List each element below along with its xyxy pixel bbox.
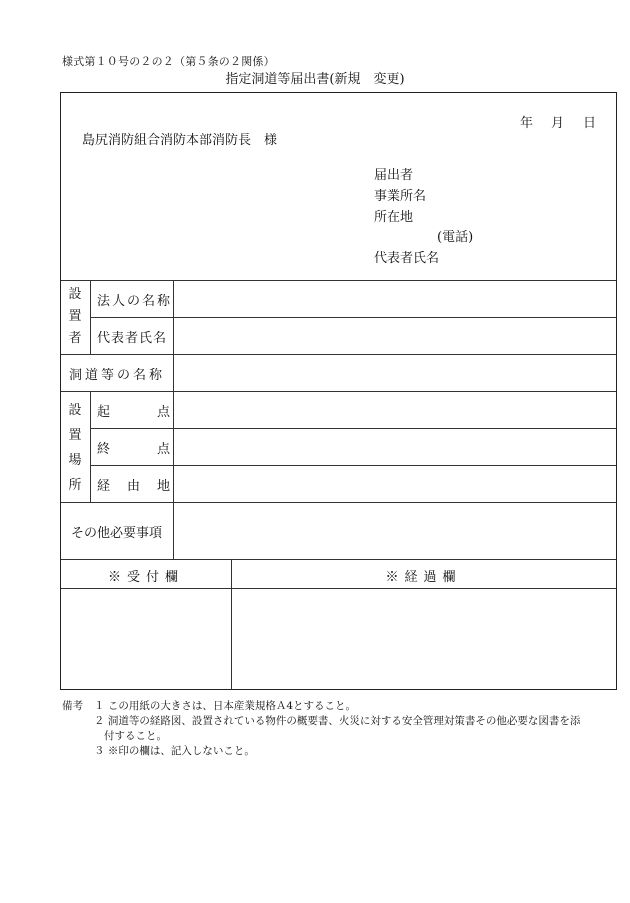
rule-label-column <box>173 280 174 559</box>
rule-location-top <box>61 391 616 392</box>
representative-label: 代表者氏名 <box>374 251 440 266</box>
start-label-2: 点 <box>157 405 171 420</box>
note-item-1: １ この用紙の大きさは、日本産業規格Ａ4とすること。 <box>94 700 357 712</box>
other-items-label: その他必要事項 <box>71 526 163 541</box>
progress-column-label: ※経過欄 <box>385 570 462 585</box>
note-item-3: ３ ※印の欄は、記入しないこと。 <box>94 745 255 757</box>
addressee: 島尻消防組合消防本部消防長 様 <box>82 133 278 148</box>
corp-name-label: 法人の名称 <box>97 294 173 309</box>
date-day-label: 日 <box>583 116 597 131</box>
end-label-2: 点 <box>157 442 171 457</box>
note-item-2: ２ 洞道等の経路図、設置されている物件の概要書、火災に対する安全管理対策書その他必要な図書を添 <box>94 715 581 727</box>
rep-name-label: 代表者氏名 <box>97 331 168 346</box>
installer-group-label: 設 置 者 <box>68 287 82 346</box>
rule-other-top <box>61 502 616 503</box>
form-number: 様式第１０号の２の２（第５条の２関係） <box>62 55 275 68</box>
start-label-1: 起 <box>97 405 111 420</box>
rule-installer-mid <box>90 317 616 318</box>
document-title: 指定洞道等届出書(新規 変更) <box>225 72 405 87</box>
rule-location-mid2 <box>90 465 616 466</box>
date-year-label: 年 <box>520 116 534 131</box>
rule-tunnel-top <box>61 354 616 355</box>
note-item-2-continued: 付すること。 <box>104 730 167 742</box>
date-month-label: 月 <box>551 116 565 131</box>
notes <box>62 699 580 759</box>
location-group-label: 設 置 場 所 <box>68 403 82 493</box>
address-label: 所在地 <box>374 210 414 225</box>
rule-installer-group-divider <box>90 280 91 354</box>
rule-location-group-divider <box>90 391 91 502</box>
notes-heading: 備考 <box>62 700 83 712</box>
tunnel-name-label: 洞道等の名称 <box>69 368 166 383</box>
via-label-2: 由 <box>127 479 141 494</box>
via-label-1: 経 <box>97 479 111 494</box>
rule-office-top <box>61 559 616 560</box>
filer-label: 届出者 <box>374 168 414 183</box>
business-name-label: 事業所名 <box>374 189 427 204</box>
end-label-1: 終 <box>97 442 111 457</box>
rule-location-mid1 <box>90 428 616 429</box>
rule-installer-top <box>61 280 616 281</box>
rule-office-header-bottom <box>61 588 616 589</box>
via-label-3: 地 <box>157 479 171 494</box>
phone-label: (電話) <box>437 230 474 245</box>
receipt-column-label: ※受付欄 <box>107 570 184 585</box>
form-frame <box>60 92 617 690</box>
